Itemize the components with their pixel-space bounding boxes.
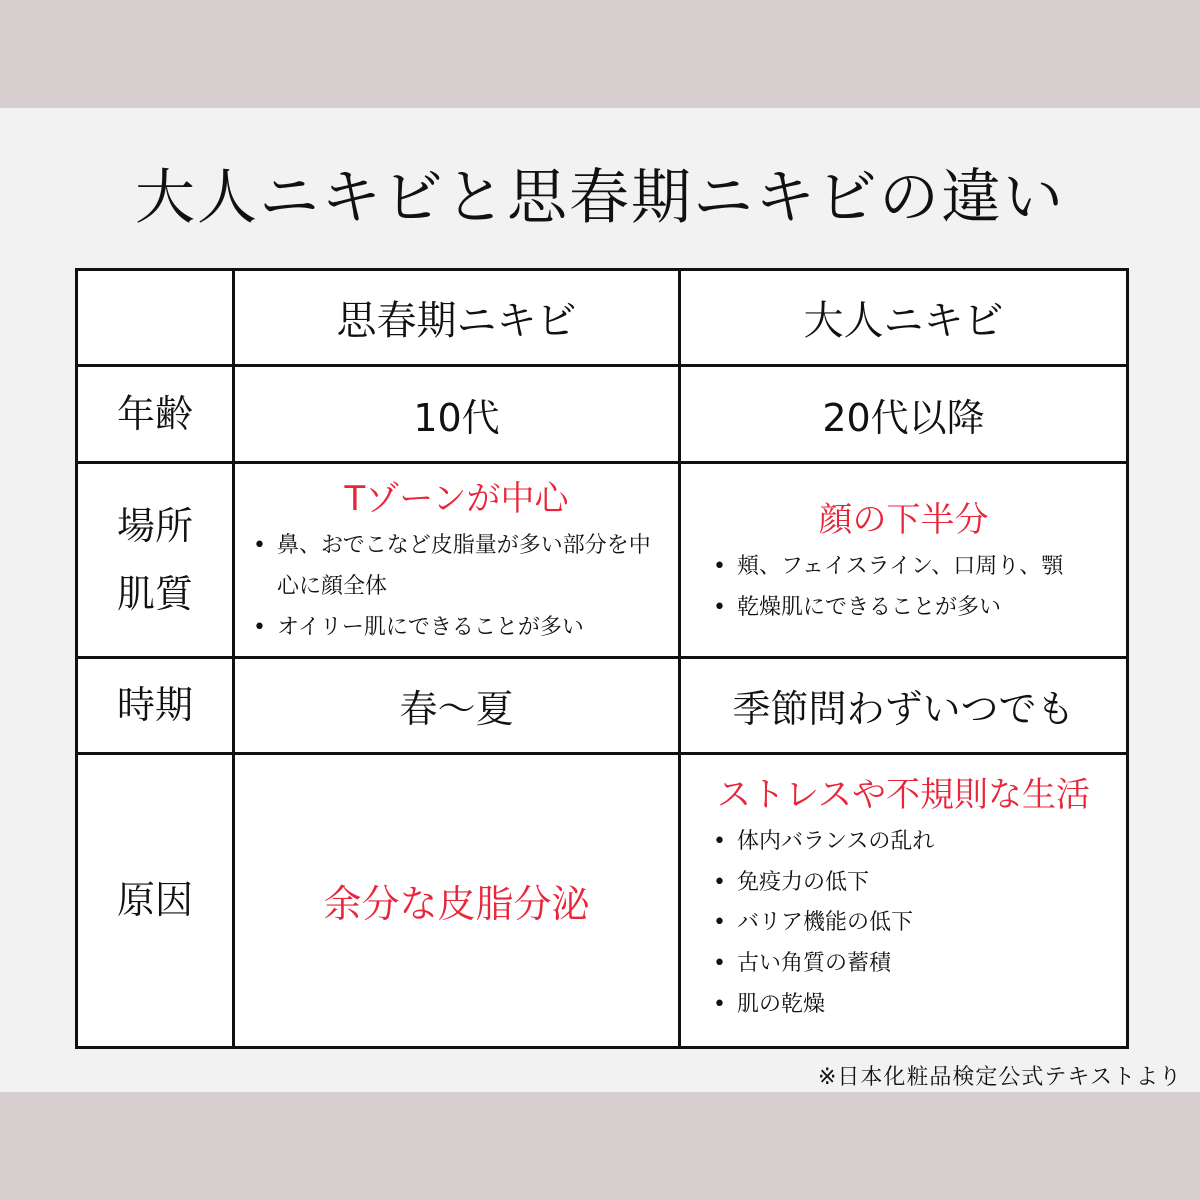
location-adult-highlight: 顔の下半分: [818, 499, 989, 540]
cause-adult: [680, 754, 1128, 1048]
location-adult-list: [681, 547, 1126, 628]
row-label-location-line1: 場所: [116, 503, 193, 548]
top-band: [0, 0, 1200, 108]
page-title: 大人ニキビと思春期ニキビの違い: [135, 163, 1065, 233]
table-row-location: [77, 463, 1128, 658]
list-item: • 体内バランスの乱れ: [713, 822, 1116, 863]
season-adult: 季節問わずいつでも: [680, 658, 1128, 754]
location-puberty: [234, 463, 680, 658]
table-corner-cell: [77, 270, 234, 366]
list-item: • 免疫力の低下: [713, 863, 1116, 904]
cause-puberty: 余分な皮脂分泌: [234, 754, 680, 1048]
table-row-season: [77, 658, 1128, 754]
list-item: • 鼻、おでこなど皮脂量が多い部分を中心に顔全体: [253, 526, 668, 607]
cause-adult-highlight: ストレスや不規則な生活: [717, 775, 1090, 815]
comparison-table: [75, 268, 1129, 1049]
list-item: • 古い角質の蓄積: [713, 944, 1116, 985]
location-adult: [680, 463, 1128, 658]
list-item: • 乾燥肌にできることが多い: [713, 588, 1116, 629]
age-puberty: 10代: [234, 366, 680, 463]
source-note: ※日本化粧品検定公式テキストより: [818, 1065, 1182, 1090]
table-header-row: [77, 270, 1128, 366]
row-label-location: [77, 463, 234, 658]
season-puberty: 春～夏: [234, 658, 680, 754]
age-adult: 20代以降: [680, 366, 1128, 463]
bottom-band: [0, 1092, 1200, 1200]
header-puberty-acne: 思春期ニキビ: [234, 270, 680, 366]
location-puberty-list: [235, 526, 678, 648]
row-label-season: 時期: [77, 658, 234, 754]
row-label-location-line2: 肌質: [116, 572, 193, 616]
location-puberty-highlight: Tゾーンが中心: [344, 479, 569, 520]
list-item: • オイリー肌にできることが多い: [253, 608, 668, 649]
table-row-age: [77, 366, 1128, 463]
row-label-age: 年齢: [77, 366, 234, 463]
list-item: • 頬、フェイスライン、口周り、顎: [713, 547, 1116, 588]
header-adult-acne: 大人ニキビ: [680, 270, 1128, 366]
cause-adult-list: [681, 822, 1126, 1025]
row-label-cause: 原因: [77, 754, 234, 1048]
table-row-cause: [77, 754, 1128, 1048]
list-item: • バリア機能の低下: [713, 903, 1116, 944]
list-item: • 肌の乾燥: [713, 985, 1116, 1026]
